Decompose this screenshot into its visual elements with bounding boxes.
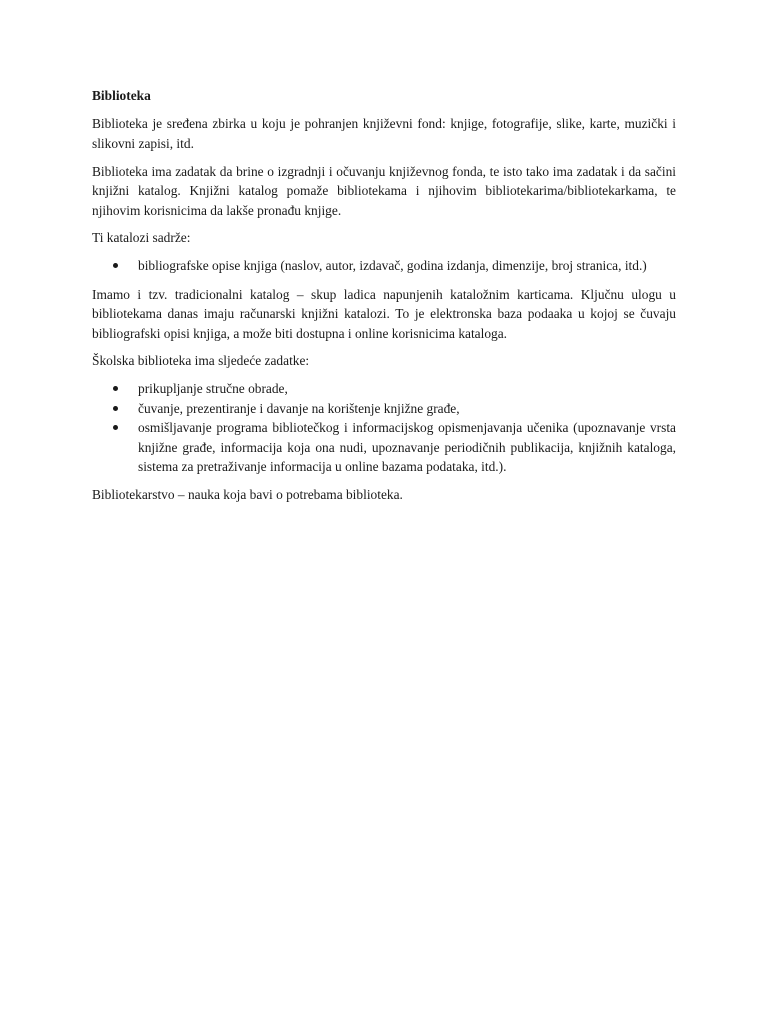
list-item bbox=[92, 256, 676, 275]
list-item bbox=[92, 399, 676, 418]
catalog-contents-list bbox=[92, 256, 676, 275]
list-item-text: prikupljanje stručne obrade, bbox=[138, 381, 288, 397]
list-item bbox=[92, 379, 676, 398]
bullet-icon bbox=[113, 263, 118, 268]
list-item-text: bibliografske opise knjiga (naslov, autor, izdavač, godina izdanja, dimenzije, broj stranica, itd.) bbox=[138, 258, 647, 274]
school-library-tasks-list bbox=[92, 379, 676, 476]
list-item-text: osmišljavanje programa bibliotečkog i informacijskog opismenjavanja učenika (upoznavanje vrsta knjižne građe, informacija koja ona nudi, upoznavanje periodičnih publikacija, knjižnih kataloga, sistema za pretraživanje informacija u online bazama podataka, itd.). bbox=[138, 420, 676, 474]
list-item bbox=[92, 418, 676, 476]
paragraph-catalog-task: Biblioteka ima zadatak da brine o izgradnji i očuvanju književnog fonda, te isto tako ima zadatak i da sačini knjižni katalog. Knjižni katalog pomaže bibliotekama i njihovim bibliotekarima/bibliotekarkama, te njihovim korisnicima da lakše pronađu knjige. bbox=[92, 163, 676, 218]
paragraph-definition: Biblioteka je sređena zbirka u koju je pohranjen književni fond: knjige, fotografije, slike, karte, muzički i slikovni zapisi, itd. bbox=[92, 116, 676, 151]
document-title: Biblioteka bbox=[92, 88, 151, 103]
paragraph-catalog-types: Imamo i tzv. tradicionalni katalog – skup ladica napunjenih kataložnim karticama. Ključnu ulogu u bibliotekama danas imaju računarski knjižni katalozi. To je elektronska baza podaaka u kojoj se čuvaju bibliografski opisi knjiga, a može biti dostupna i online korisnicima kataloga. bbox=[92, 286, 676, 341]
list-item-text: čuvanje, prezentiranje i davanje na korištenje knjižne građe, bbox=[138, 400, 460, 416]
paragraph-librarianship-definition: Bibliotekarstvo – nauka koja bavi o potrebama biblioteka. bbox=[92, 486, 403, 502]
bullet-icon bbox=[113, 406, 118, 411]
paragraph-school-library-intro: Školska biblioteka ima sljedeće zadatke: bbox=[92, 353, 310, 369]
bullet-icon bbox=[113, 386, 118, 391]
paragraph-catalog-contents-intro: Ti katalozi sadrže: bbox=[92, 230, 191, 246]
document-page bbox=[92, 86, 676, 513]
bullet-icon bbox=[113, 425, 118, 430]
